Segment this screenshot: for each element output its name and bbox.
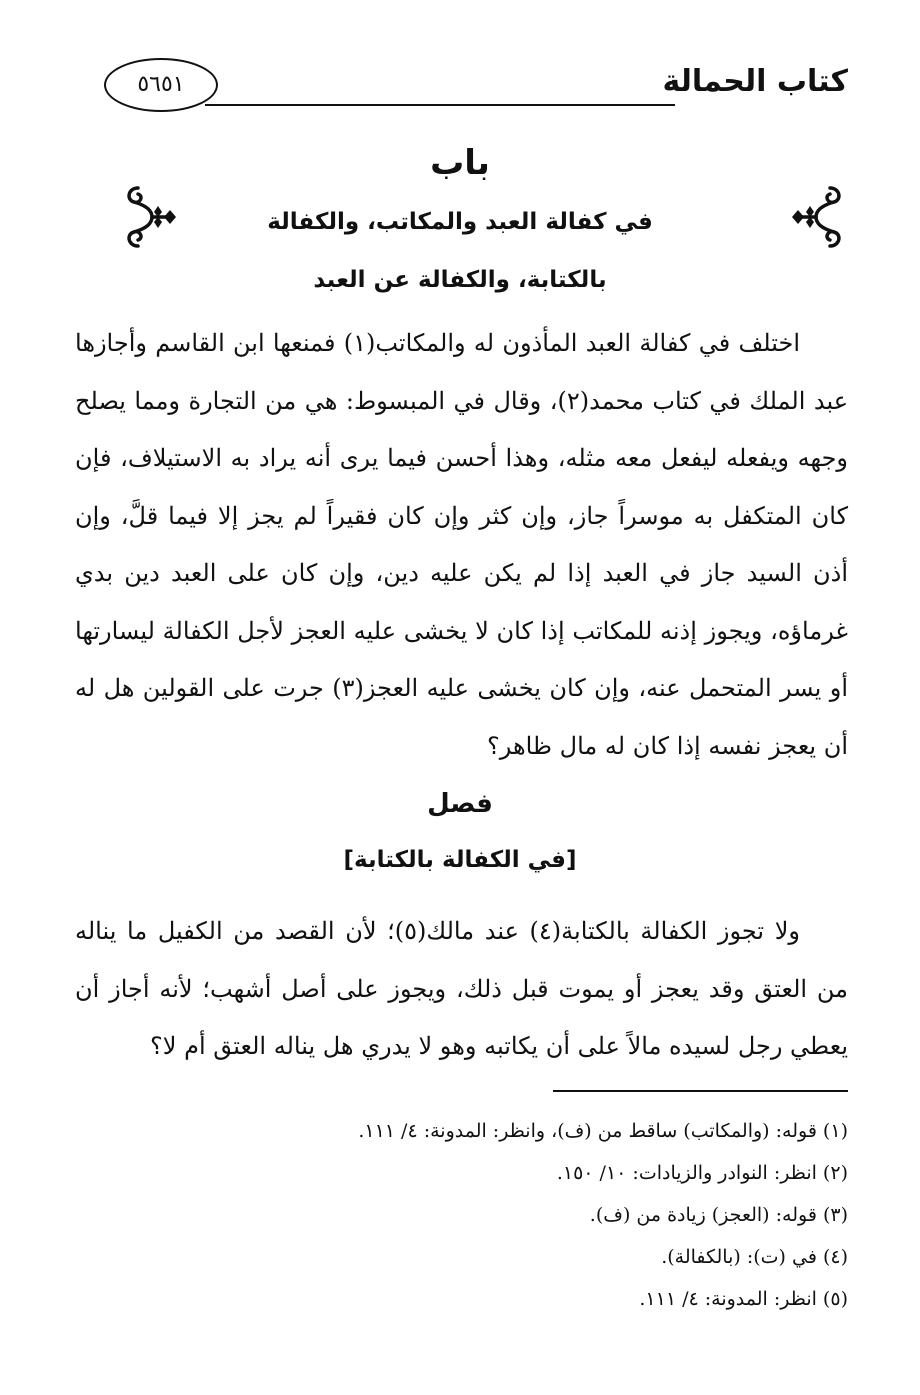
chapter-title: باب	[430, 143, 490, 183]
arabesque-ornament-icon	[118, 182, 176, 252]
footnote-rule	[553, 1090, 848, 1092]
footnotes-list	[200, 1110, 848, 1320]
body-paragraph-2: ولا تجوز الكفالة بالكتابة(٤) عند مالك(٥)؛ لأن القصد من الكفيل ما يناله من العتق وقد يعجز أو يموت قبل ذلك، ويجوز على أصل أشهب؛ لأنه أجاز أن يعطي رجل لسيده مالاً على أن يكاتبه وهو لا يدري هل يناله العتق أم لا؟	[75, 917, 848, 1060]
footnote-item: (٥) انظر: المدونة: ٤/ ١١١.	[639, 1288, 848, 1310]
body-paragraph-1: اختلف في كفالة العبد المأذون له والمكاتب(١) فمنعها ابن القاسم وأجازها عبد الملك في كتاب محمد(٢)، وقال في المبسوط: هي من التجارة ومما يصلح وجهه ويفعله ليفعل معه مثله، وهذا أحسن فيما يرى أنه يراد به الاستيلاف، فإن كان المتكفل به موسراً جاز، وإن كثر وإن كان فقيراً لم يجز إلا فيما قلَّ، وإن أذن السيد جاز في العبد إذا لم يكن عليه دين، وإن كان على العبد دين بدي غرماؤه، ويجوز إذنه للمكاتب إذا كان لا يخشى عليه العجز لأجل الكفالة ليسارتها أو يسر المتحمل عنه، وإن كان يخشى عليه العجز(٣) جرت على القولين هل له أن يعجز نفسه إذا كان له مال ظاهر؟	[75, 329, 849, 760]
footnote-item: (٤) في (ت): (بالكفالة).	[661, 1246, 848, 1268]
chapter-subtitle-line1: في كفالة العبد والمكاتب، والكفالة	[267, 209, 653, 235]
arabesque-ornament-icon	[792, 182, 850, 252]
footnote-item: (١) قوله: (والمكاتب) ساقط من (ف)، وانظر: المدونة: ٤/ ١١١.	[358, 1120, 848, 1142]
running-title: كتاب الحمالة	[662, 64, 848, 99]
page-number: ٥٦٥١	[104, 58, 218, 112]
footnote-item: (٣) قوله: (العجز) زيادة من (ف).	[589, 1204, 848, 1226]
footnote-item: (٢) انظر: النوادر والزيادات: ١٠/ ١٥٠.	[556, 1162, 848, 1184]
section-title: فصل	[427, 789, 493, 819]
chapter-subtitle-line2: بالكتابة، والكفالة عن العبد	[313, 267, 607, 293]
section-subtitle: [في الكفالة بالكتابة]	[343, 847, 577, 873]
header-rule	[205, 104, 675, 106]
